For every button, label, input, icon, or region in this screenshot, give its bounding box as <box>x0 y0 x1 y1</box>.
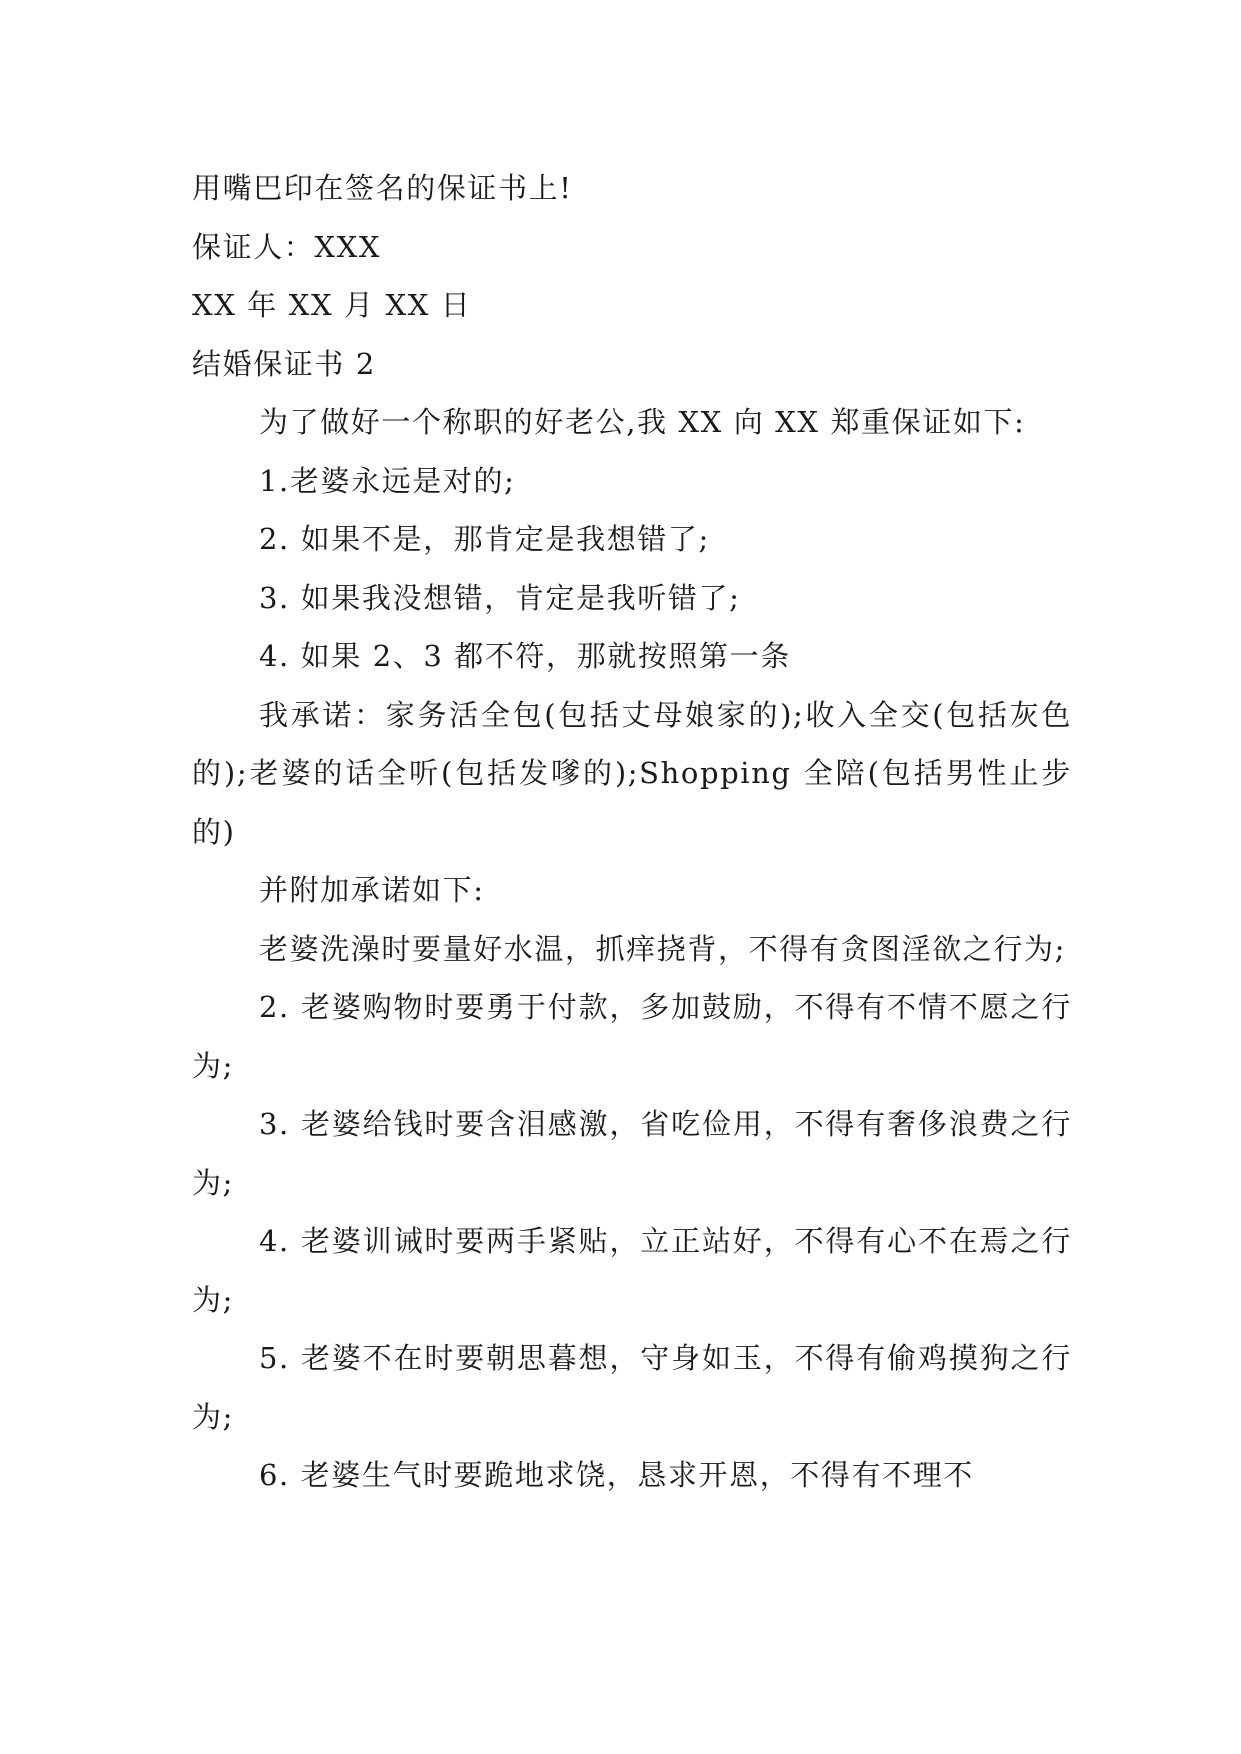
guarantor-line: 保证人：XXX <box>192 229 382 264</box>
additional-item: 6. 老婆生气时要跪地求饶，恳求开恩，不得有不理不 <box>259 1458 974 1492</box>
rule-item: 1.老婆永远是对的; <box>259 463 516 498</box>
rule-item: 4. 如果 2、3 都不符，那就按照第一条 <box>259 639 791 673</box>
rule-item: 2. 如果不是，那肯定是我想错了; <box>259 522 710 556</box>
additional-item: 5. 老婆不在时要朝思暮想，守身如玉，不得有偷鸡摸狗之行为; <box>192 1341 1072 1434</box>
document-body <box>192 159 1072 1505</box>
section-title: 结婚保证书 2 <box>192 346 376 381</box>
additional-item: 老婆洗澡时要量好水温，抓痒挠背，不得有贪图淫欲之行为; <box>259 931 1066 966</box>
additional-heading: 并附加承诺如下: <box>259 873 485 907</box>
rule-item: 3. 如果我没想错，肯定是我听错了; <box>259 580 741 615</box>
additional-item: 4. 老婆训诫时要两手紧贴，立正站好，不得有心不在焉之行为; <box>192 1224 1072 1317</box>
intro-paragraph: 为了做好一个称职的好老公,我 XX 向 XX 郑重保证如下: <box>259 405 1026 439</box>
closing-line: 用嘴巴印在签名的保证书上! <box>192 171 573 205</box>
additional-item: 3. 老婆给钱时要含泪感激，省吃俭用，不得有奢侈浪费之行为; <box>192 1107 1072 1200</box>
additional-item: 2. 老婆购物时要勇于付款，多加鼓励，不得有不情不愿之行为; <box>192 990 1072 1083</box>
date-line: XX 年 XX 月 XX 日 <box>192 288 472 322</box>
promise-paragraph: 我承诺：家务活全包(包括丈母娘家的);收入全交(包括灰色的);老婆的话全听(包括发嗲的);Shopping 全陪(包括男性止步的) <box>192 697 1072 849</box>
